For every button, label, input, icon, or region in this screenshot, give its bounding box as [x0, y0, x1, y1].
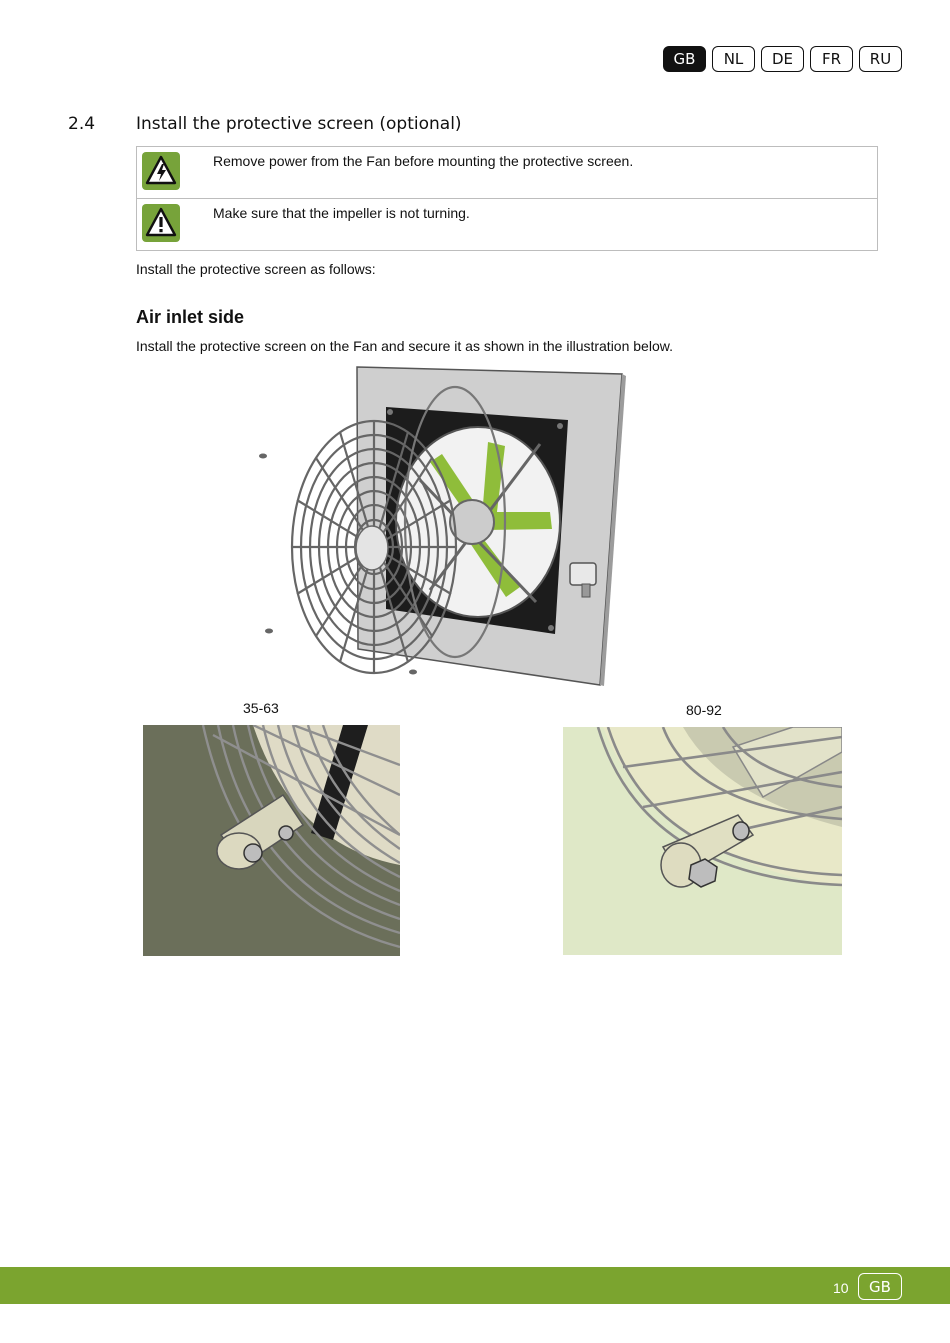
warning-row [137, 147, 877, 198]
detail-image-35-63 [143, 725, 400, 956]
footer-language-tab: GB [858, 1273, 902, 1300]
warning-text: Remove power from the Fan before mounting the protective screen. [213, 153, 634, 169]
language-selector [663, 46, 902, 72]
warning-text: Make sure that the impeller is not turning. [213, 205, 470, 221]
detail-image-80-92 [563, 727, 842, 955]
lang-tab-ru[interactable]: RU [859, 46, 902, 72]
intro-text: Install the protective screen as follows: [136, 261, 376, 277]
lang-tab-nl[interactable]: NL [712, 46, 755, 72]
warning-row [137, 198, 877, 250]
detail-label-80-92: 80-92 [686, 702, 722, 718]
subsection-text: Install the protective screen on the Fan and secure it as shown in the illustration below. [136, 338, 673, 354]
general-warning-icon [142, 204, 180, 242]
footer-bar [0, 1267, 950, 1304]
fan-illustration [250, 362, 630, 687]
electrical-hazard-icon [142, 152, 180, 190]
detail-label-35-63: 35-63 [243, 700, 279, 716]
lang-tab-de[interactable]: DE [761, 46, 804, 72]
section-title: Install the protective screen (optional) [136, 114, 462, 134]
section-number: 2.4 [68, 114, 96, 134]
page-number: 10 [833, 1280, 849, 1296]
subsection-heading: Air inlet side [136, 307, 245, 327]
lang-tab-gb[interactable]: GB [663, 46, 706, 72]
lang-tab-fr[interactable]: FR [810, 46, 853, 72]
warnings-table [136, 146, 878, 251]
